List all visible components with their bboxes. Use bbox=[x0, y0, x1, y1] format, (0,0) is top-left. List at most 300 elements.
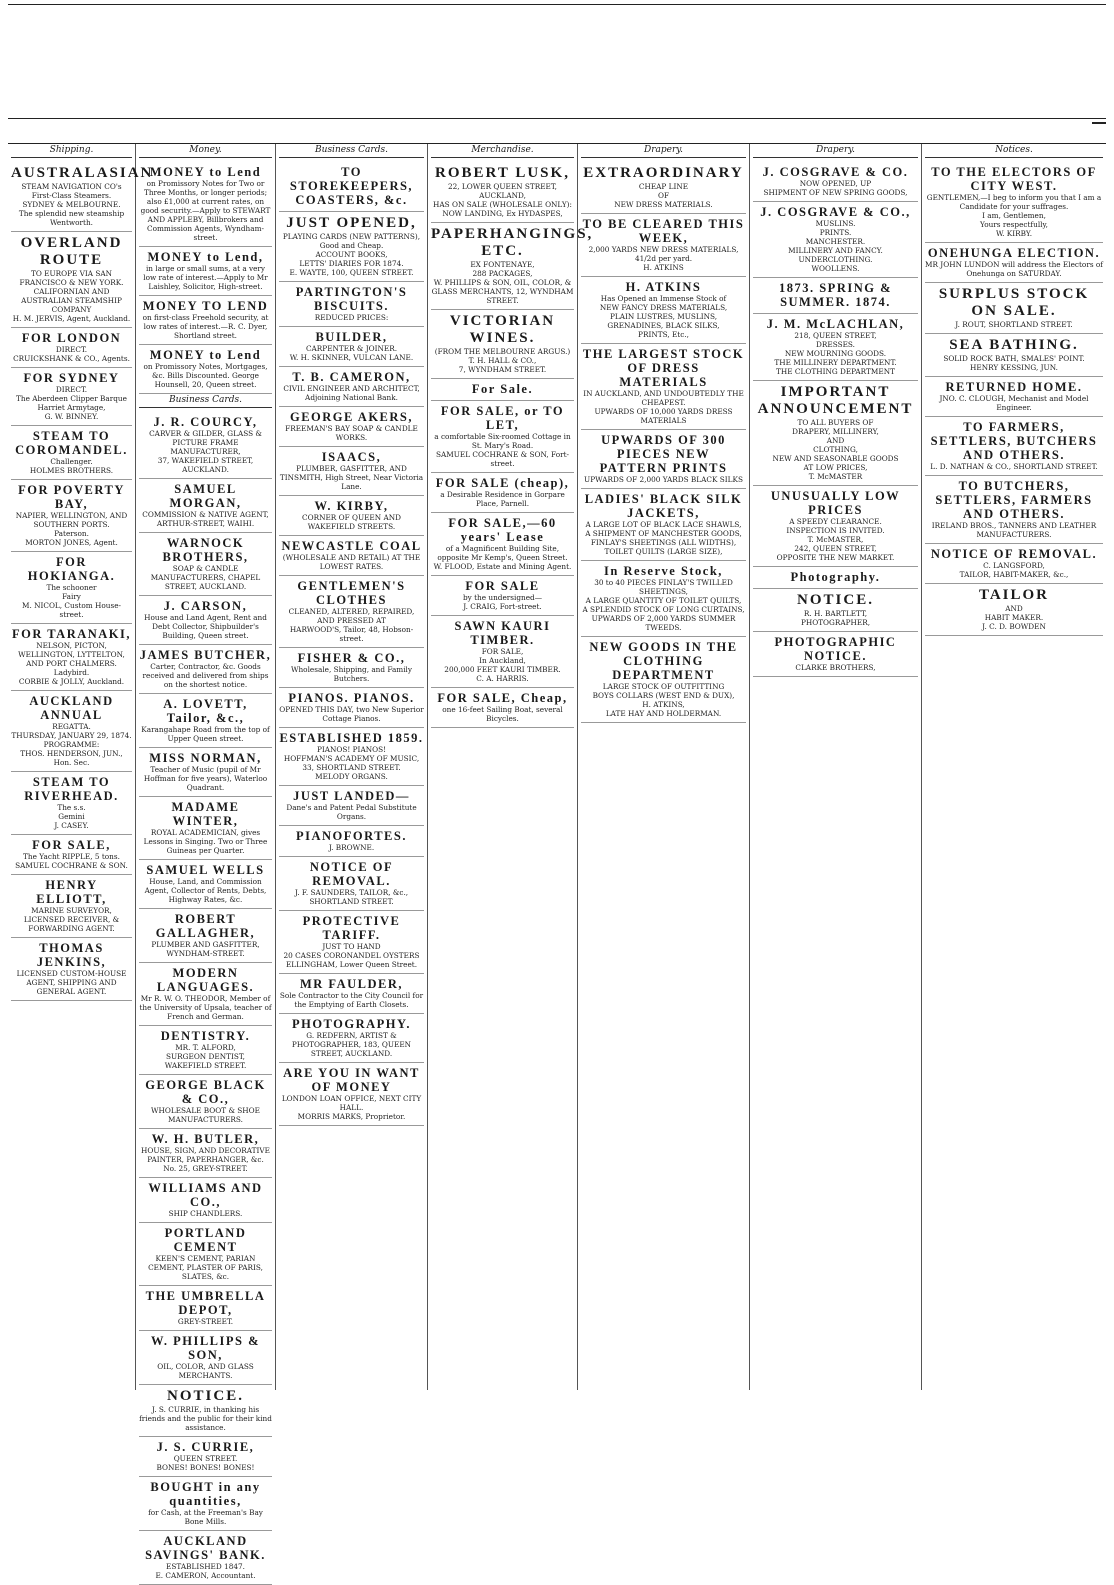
ad-text-line: W. PHILLIPS & SON, OIL, COLOR, & GLASS MERCHANTS, 12, WYNDHAM STREET. bbox=[431, 278, 574, 305]
ad-headline: NOTICE. bbox=[167, 1388, 244, 1404]
ad-headline: AUCKLAND ANNUAL bbox=[29, 694, 114, 722]
ad-headline: HENRY ELLIOTT, bbox=[36, 878, 107, 906]
ad-text-line: H. ATKINS, bbox=[642, 700, 685, 709]
ad-text-line: Challenger. bbox=[50, 457, 93, 466]
advertisement bbox=[925, 243, 1103, 283]
ad-text-line: SHIP CHANDLERS. bbox=[168, 1209, 243, 1218]
advertisement bbox=[139, 909, 272, 963]
ad-text-line: NEW AND SEASONABLE GOODS bbox=[772, 454, 899, 463]
ad-headline: PROTECTIVE TARIFF. bbox=[302, 914, 401, 942]
ad-headline: W. KIRBY, bbox=[314, 499, 389, 513]
dateline bbox=[8, 122, 1106, 140]
ad-text-line: T. McMASTER, bbox=[807, 535, 864, 544]
ad-text-line: TO EUROPE VIA SAN FRANCISCO & NEW YORK. bbox=[19, 269, 124, 287]
ad-text-line: HARWOOD'S, Tailor, 48, Hobson-street. bbox=[289, 625, 414, 643]
ad-headline: THE LARGEST STOCK OF DRESS MATERIALS bbox=[582, 347, 745, 389]
advertisement bbox=[11, 328, 132, 368]
advertisement bbox=[139, 860, 272, 909]
ad-headline: MONEY to Lend bbox=[149, 348, 262, 362]
ad-headline: OVERLAND ROUTE bbox=[20, 235, 123, 268]
ad-text-line: J. ROUT, SHORTLAND STREET. bbox=[955, 320, 1073, 329]
ad-headline: For Sale. bbox=[471, 382, 534, 396]
ad-text-line: IRELAND BROS., TANNERS AND LEATHER MANUFACTURERS. bbox=[931, 521, 1097, 539]
ad-text-line: (WHOLESALE AND RETAIL) AT THE LOWEST RATES. bbox=[282, 553, 421, 571]
ad-headline: EXTRAORDINARY bbox=[583, 165, 744, 181]
ad-text-line: Paterson. bbox=[54, 529, 89, 538]
ad-text-line: 37, WAKEFIELD STREET, AUCKLAND. bbox=[157, 456, 254, 474]
masthead-bottom-rule bbox=[8, 118, 1106, 119]
advertisement bbox=[139, 296, 272, 345]
ad-text-line: Ladybird. bbox=[53, 668, 90, 677]
ad-text-line: R. H. BARTLETT, bbox=[803, 609, 868, 618]
ad-text-line: for Cash, at the Freeman's Bay Bone Mills. bbox=[148, 1508, 263, 1526]
ad-text-line: J. BROWNE. bbox=[328, 843, 375, 852]
advertisement bbox=[581, 561, 746, 637]
advertisement bbox=[139, 479, 272, 533]
ad-text-line: 200,000 FEET KAURI TIMBER. bbox=[444, 665, 561, 674]
advertisement bbox=[11, 480, 132, 552]
ad-headline: WILLIAMS AND CO., bbox=[148, 1181, 263, 1209]
advertisement bbox=[279, 576, 424, 648]
ad-headline: UPWARDS OF 300 PIECES NEW PATTERN PRINTS bbox=[599, 433, 728, 475]
ad-text-line: The splendid new steamship bbox=[18, 209, 125, 218]
advertisement bbox=[279, 786, 424, 826]
ad-text-line: Dane's and Patent Pedal Substitute Organs. bbox=[286, 803, 417, 821]
ad-text-line: J. CASEY. bbox=[54, 821, 89, 830]
ad-text-line: 2,000 YARDS NEW DRESS MATERIALS, 41/2d per yard. bbox=[588, 245, 739, 263]
advertisement bbox=[431, 401, 574, 473]
ad-headline: J. R. COURCY, bbox=[153, 415, 258, 429]
ad-text-line: REDUCED PRICES: bbox=[314, 313, 389, 322]
ad-headline: FISHER & CO., bbox=[297, 651, 406, 665]
ad-headline: ROBERT GALLAGHER, bbox=[155, 912, 256, 940]
advertisement bbox=[139, 412, 272, 479]
ad-headline: PARTINGTON'S BISCUITS. bbox=[295, 285, 408, 313]
advertisement bbox=[279, 826, 424, 857]
ad-headline: GEORGE BLACK & CO., bbox=[145, 1078, 266, 1106]
ad-headline: MODERN LANGUAGES. bbox=[156, 966, 255, 994]
ad-text-line: HAS ON SALE (WHOLESALE ONLY): bbox=[433, 200, 572, 209]
ad-text-line: QUEEN STREET. bbox=[173, 1454, 238, 1463]
advertisement bbox=[581, 637, 746, 723]
column-heading: Shipping. bbox=[11, 144, 132, 158]
ad-text-line: LATE HAY AND HOLDERMAN. bbox=[605, 709, 722, 718]
advertisement bbox=[11, 426, 132, 480]
ad-text-line: PRINTS, Etc., bbox=[638, 330, 689, 339]
ad-text-line: THE MILLINERY DEPARTMENT. bbox=[774, 358, 897, 367]
advertisement bbox=[431, 162, 574, 223]
advertisement bbox=[581, 344, 746, 430]
ad-text-line: THOS. HENDERSON, JUN., Hon. Sec. bbox=[20, 749, 123, 767]
ad-text-line: TAILOR, HABIT-MAKER, &c., bbox=[959, 570, 1069, 579]
ad-text-line: ELLINGHAM, Lower Queen Street. bbox=[285, 960, 418, 969]
advertisement bbox=[11, 875, 132, 938]
ad-text-line: OPENED THIS DAY, two New Superior Cottage Pianos. bbox=[279, 705, 424, 723]
ad-headline: NEW GOODS IN THE CLOTHING DEPARTMENT bbox=[589, 640, 738, 682]
ad-text-line: a Desirable Residence in Gorpare Place, Parnell. bbox=[440, 490, 565, 508]
ad-text-line: LONDON LOAN OFFICE, NEXT CITY HALL. bbox=[281, 1094, 422, 1112]
advertisement bbox=[279, 536, 424, 576]
ad-text-line: A LARGE LOT OF BLACK LACE SHAWLS, bbox=[585, 520, 742, 529]
advertisement bbox=[11, 368, 132, 426]
advertisement bbox=[581, 162, 746, 214]
ad-headline: FOR SALE, or TO LET, bbox=[440, 404, 565, 432]
ad-text-line: House and Land Agent, Rent and Debt Collector, Shipbuilder's Building, Queen street. bbox=[144, 613, 267, 640]
newspaper-page bbox=[8, 143, 1106, 1580]
ad-text-line: STEAM NAVIGATION CO's First-Class Steamers. bbox=[21, 182, 122, 200]
column-5 bbox=[578, 144, 750, 1390]
ad-text-line: CRUICKSHANK & CO., Agents. bbox=[13, 354, 130, 363]
ad-text-line: 242, QUEEN STREET, bbox=[794, 544, 877, 553]
ad-text-line: HENRY KESSING, JUN. bbox=[970, 363, 1058, 372]
ad-headline: FOR TARANAKI, bbox=[11, 627, 132, 641]
advertisement bbox=[431, 223, 594, 310]
ad-text-line: IN AUCKLAND, AND UNDOUBTEDLY THE CHEAPEST. bbox=[583, 389, 744, 407]
ad-text-line: BOYS COLLARS (WEST END & DUX), bbox=[592, 691, 735, 700]
ad-headline: FOR SYDNEY bbox=[23, 371, 120, 385]
column-2 bbox=[136, 144, 276, 1580]
ad-text-line: L. D. NATHAN & CO., SHORTLAND STREET. bbox=[930, 462, 1098, 471]
ad-headline: ROBERT LUSK, bbox=[435, 165, 570, 181]
ad-text-line: CLARKE BROTHERS, bbox=[795, 663, 876, 672]
ad-text-line: No. 25, GREY-STREET. bbox=[163, 1164, 248, 1173]
ad-text-line: J. CRAIG, Fort-street. bbox=[463, 602, 542, 611]
ad-text-line: HABIT MAKER. bbox=[984, 613, 1044, 622]
ad-text-line: PLAYING CARDS (NEW PATTERNS), Good and Cheap. bbox=[282, 232, 421, 250]
ad-text-line: T. McMASTER bbox=[808, 472, 863, 481]
ad-text-line: The schooner bbox=[46, 583, 97, 592]
advertisement bbox=[279, 496, 424, 536]
advertisement bbox=[139, 694, 272, 748]
ad-text-line: AND bbox=[1005, 604, 1023, 613]
ad-text-line: SURGEON DENTIST, bbox=[166, 1052, 245, 1061]
ad-text-line: UPWARDS OF 2,000 YARDS SUMMER TWEEDS. bbox=[591, 614, 736, 632]
ad-text-line: BONES! BONES! BONES! bbox=[156, 1463, 255, 1472]
ad-headline: RETURNED HOME. bbox=[945, 380, 1083, 394]
ad-headline: VICTORIAN WINES. bbox=[449, 313, 556, 346]
ad-text-line: W. KIRBY. bbox=[995, 229, 1033, 238]
ad-text-line: of a Magnificent Building Site, opposite Mr Kemp's, Queen Street. bbox=[437, 544, 568, 562]
advertisement bbox=[753, 567, 918, 589]
ad-text-line: The Aberdeen Clipper Barque bbox=[16, 394, 127, 403]
ad-headline: AUCKLAND SAVINGS' BANK. bbox=[145, 1534, 266, 1562]
ad-text-line: UNDERCLOTHING. bbox=[798, 255, 873, 264]
advertisement bbox=[581, 214, 746, 277]
ad-headline: SAMUEL WELLS bbox=[146, 863, 265, 877]
ad-text-line: NAPIER, WELLINGTON, AND SOUTHERN PORTS. bbox=[15, 511, 128, 529]
ad-headline: PHOTOGRAPHY. bbox=[291, 1017, 412, 1031]
ad-text-line: EX FONTENAYE, bbox=[470, 260, 535, 269]
ad-text-line: NOW LANDING, Ex HYDASPES, bbox=[442, 209, 563, 218]
advertisement bbox=[753, 202, 918, 278]
ad-headline: J. S. CURRIE, bbox=[156, 1440, 255, 1454]
ad-text-line: HOFFMAN'S ACADEMY OF MUSIC, 33, SHORTLAND STREET. bbox=[283, 754, 420, 772]
advertisement bbox=[753, 314, 918, 381]
ad-text-line: JNO. C. CLOUGH, Mechanist and Model Engineer. bbox=[939, 394, 1089, 412]
advertisement bbox=[139, 1026, 272, 1075]
advertisement bbox=[279, 1014, 424, 1063]
ad-text-line: REGATTA. bbox=[52, 722, 91, 731]
ad-text-line: LICENSED CUSTOM-HOUSE AGENT, SHIPPING AND GENERAL AGENT. bbox=[16, 969, 127, 996]
advertisement bbox=[11, 162, 154, 232]
advertisement bbox=[11, 624, 132, 691]
ad-headline: SAMUEL MORGAN, bbox=[169, 482, 242, 510]
advertisement bbox=[139, 963, 272, 1026]
ad-text-line: DRESSES. bbox=[816, 340, 855, 349]
ad-text-line: FREEMAN'S BAY SOAP & CANDLE WORKS. bbox=[285, 424, 418, 442]
advertisement bbox=[431, 513, 574, 576]
advertisement bbox=[139, 1129, 272, 1178]
ad-text-line: Sole Contractor to the City Council for the Emptying of Earth Closets. bbox=[279, 991, 424, 1009]
ad-text-line: KEEN'S CEMENT, PARIAN CEMENT, PLASTER OF PARIS, SLATES, &c. bbox=[148, 1254, 263, 1281]
advertisement bbox=[279, 282, 424, 327]
ad-headline: ESTABLISHED 1859. bbox=[279, 731, 424, 745]
ad-text-line: COMMISSION & NATIVE AGENT, ARTHUR-STREET, WAIHI. bbox=[142, 510, 269, 528]
ad-headline: STEAM TO COROMANDEL. bbox=[15, 429, 128, 457]
column-heading: Money. bbox=[139, 144, 272, 158]
advertisement bbox=[925, 476, 1103, 544]
ad-headline: ARE YOU IN WANT OF MONEY bbox=[283, 1066, 420, 1094]
column-heading: Merchandise. bbox=[431, 144, 574, 158]
advertisement bbox=[139, 1331, 272, 1385]
ad-text-line: Teacher of Music (pupil of Mr Hoffman for five years), Waterloo Quadrant. bbox=[143, 765, 268, 792]
column-heading: Notices. bbox=[925, 144, 1103, 158]
ad-text-line: 7, WYNDHAM STREET. bbox=[458, 365, 547, 374]
ad-text-line: SAMUEL COCHRANE & SON. bbox=[15, 861, 128, 870]
masthead bbox=[0, 0, 1114, 120]
ad-text-line: WOOLLENS. bbox=[811, 264, 860, 273]
advertisement bbox=[753, 381, 918, 486]
ad-headline: MISS NORMAN, bbox=[149, 751, 262, 765]
advertisement bbox=[279, 407, 424, 447]
ad-headline: NOTICE. bbox=[797, 592, 874, 608]
ad-text-line: G. W. BINNEY. bbox=[44, 412, 99, 421]
advertisement bbox=[279, 857, 424, 911]
advertisement bbox=[581, 430, 746, 489]
advertisement bbox=[279, 688, 424, 728]
ad-headline: FOR SALE bbox=[465, 579, 540, 593]
ad-text-line: TO ALL BUYERS OF bbox=[797, 418, 874, 427]
ad-text-line: in large or small sums, at a very low rate of interest.—Apply to Mr Laishley, Solicitor, High-street. bbox=[143, 264, 268, 291]
advertisement bbox=[925, 544, 1103, 584]
ad-headline: J. COSGRAVE & CO. bbox=[762, 165, 909, 179]
ad-text-line: Gemini bbox=[58, 812, 85, 821]
ad-text-line: NEW FANCY DRESS MATERIALS, bbox=[599, 303, 728, 312]
advertisement bbox=[11, 835, 132, 875]
ad-text-line: SYDNEY & MELBOURNE. bbox=[22, 200, 121, 209]
advertisement bbox=[753, 278, 918, 314]
advertisement bbox=[279, 648, 424, 688]
ad-text-line: Fairy bbox=[62, 592, 81, 601]
advertisement bbox=[139, 533, 272, 596]
ad-text-line: OIL, COLOR, AND GLASS MERCHANTS. bbox=[157, 1362, 254, 1380]
advertisement bbox=[279, 327, 424, 367]
advertisement bbox=[279, 911, 424, 974]
ad-headline: PORTLAND CEMENT bbox=[164, 1226, 247, 1254]
ad-headline: TO FARMERS, SETTLERS, BUTCHERS AND OTHERS. bbox=[930, 420, 1098, 462]
advertisement bbox=[139, 645, 272, 694]
advertisement bbox=[11, 552, 132, 624]
ad-text-line: MUSLINS. bbox=[815, 219, 856, 228]
column-heading: Drapery. bbox=[581, 144, 746, 158]
ad-text-line: UPWARDS OF 10,000 YARDS DRESS MATERIALS bbox=[594, 407, 733, 425]
ad-text-line: H. M. JERVIS, Agent, Auckland. bbox=[12, 314, 131, 323]
ad-text-line: ACCOUNT BOOKS, bbox=[315, 250, 388, 259]
ad-text-line: OPPOSITE THE NEW MARKET. bbox=[776, 553, 895, 562]
ad-text-line: PRINTS. bbox=[819, 228, 852, 237]
advertisement bbox=[279, 447, 424, 496]
ad-text-line: INSPECTION IS INVITED. bbox=[786, 526, 885, 535]
advertisement bbox=[139, 1531, 272, 1585]
ad-headline: FOR HOKIANGA. bbox=[27, 555, 116, 583]
ad-headline: SAWN KAURI TIMBER. bbox=[454, 619, 551, 647]
column-6 bbox=[750, 144, 922, 1390]
ad-text-line: ESTABLISHED 1847. bbox=[166, 1562, 245, 1571]
ad-text-line: W. H. SKINNER, VULCAN LANE. bbox=[289, 353, 414, 362]
advertisement bbox=[279, 162, 424, 212]
ad-headline: TO BUTCHERS, SETTLERS, FARMERS AND OTHERS. bbox=[935, 479, 1093, 521]
advertisement bbox=[11, 938, 132, 1001]
advertisement bbox=[753, 589, 918, 632]
ad-text-line: PROGRAMME: bbox=[43, 740, 100, 749]
advertisement bbox=[581, 489, 746, 561]
advertisement bbox=[139, 1385, 272, 1437]
ad-text-line: OF bbox=[657, 191, 670, 200]
advertisement bbox=[11, 691, 132, 772]
ad-text-line: PLAIN LUSTRES, MUSLINS, bbox=[609, 312, 718, 321]
ad-text-line: C. A. HARRIS. bbox=[476, 674, 529, 683]
ad-text-line: I am, Gentlemen, bbox=[982, 211, 1046, 220]
ad-text-line: MR JOHN LUNDON will address the Electors of Onehunga on SATURDAY. bbox=[925, 260, 1103, 278]
ad-text-line: SHIPMENT OF NEW SPRING GOODS, bbox=[763, 188, 908, 197]
ad-headline: LADIES' BLACK SILK JACKETS, bbox=[584, 492, 743, 520]
advertisement bbox=[753, 486, 918, 567]
ad-text-line: A SHIPMENT OF MANCHESTER GOODS, bbox=[585, 529, 742, 538]
ad-text-line: CORNER OF QUEEN AND WAKEFIELD STREETS. bbox=[302, 513, 401, 531]
ad-text-line: HOUSE, SIGN, AND DECORATIVE PAINTER, PAPERHANGER, &c. bbox=[140, 1146, 270, 1164]
ad-text-line: WAKEFIELD STREET. bbox=[164, 1061, 247, 1070]
ad-text-line: PLUMBER AND GASFITTER, WYNDHAM-STREET. bbox=[151, 940, 260, 958]
ad-text-line: CARPENTER & JOINER. bbox=[305, 344, 398, 353]
ad-text-line: LETTS' DIARIES FOR 1874. bbox=[299, 259, 404, 268]
ad-headline: MONEY to Lend bbox=[149, 165, 262, 179]
ad-headline: PHOTOGRAPHIC NOTICE. bbox=[774, 635, 897, 663]
ad-text-line: E. CAMERON, Accountant. bbox=[155, 1571, 256, 1580]
ad-text-line: E. WAYTE, 100, QUEEN STREET. bbox=[289, 268, 414, 277]
ad-headline: THE UMBRELLA DEPOT, bbox=[145, 1289, 266, 1317]
ad-text-line: The s.s. bbox=[57, 803, 86, 812]
ad-text-line: Wentworth. bbox=[50, 218, 93, 227]
ad-text-line: The Yacht RIPPLE, 5 tons. bbox=[23, 852, 120, 861]
ad-text-line: MR. T. ALFORD, bbox=[175, 1043, 236, 1052]
ad-headline: FOR SALE, bbox=[32, 838, 111, 852]
ad-text-line: A SPEEDY CLEARANCE. bbox=[789, 517, 882, 526]
advertisement bbox=[925, 162, 1103, 243]
ad-text-line: THE CLOTHING DEPARTMENT bbox=[776, 367, 895, 376]
ad-text-line: ROYAL ACADEMICIAN, gives Lessons in Singing. Two or Three Guineas per Quarter. bbox=[143, 828, 268, 855]
ad-text-line: by the undersigned— bbox=[463, 593, 542, 602]
ad-text-line: GRENADINES, BLACK SILKS, bbox=[607, 321, 720, 330]
ad-text-line: M. NICOL, Custom House-street. bbox=[21, 601, 121, 619]
ad-text-line: Carter, Contractor, &c. Goods received and delivered from ships on the shortest notice. bbox=[142, 662, 269, 689]
advertisement bbox=[279, 974, 424, 1014]
column-1 bbox=[8, 144, 154, 1390]
advertisement bbox=[925, 417, 1103, 476]
ad-text-line: LARGE STOCK OF OUTFITTING bbox=[602, 682, 725, 691]
advertisement bbox=[431, 616, 574, 688]
ad-headline: FOR SALE, Cheap, bbox=[437, 691, 568, 705]
column-7 bbox=[922, 144, 1106, 1390]
ad-headline: NEWCASTLE COAL bbox=[281, 539, 422, 553]
ad-headline: J. M. McLACHLAN, bbox=[766, 317, 905, 331]
ad-text-line: MELODY ORGANS. bbox=[315, 772, 388, 781]
ad-text-line: T. H. HALL & CO., bbox=[468, 356, 537, 365]
ad-text-line: CORBIE & JOLLY, Auckland. bbox=[18, 677, 125, 686]
ad-text-line: FOR SALE, bbox=[481, 647, 524, 656]
ad-text-line: DIRECT. bbox=[55, 345, 88, 354]
ad-text-line: PIANOS! PIANOS! bbox=[316, 745, 387, 754]
advertisement bbox=[139, 596, 272, 645]
ad-text-line: J. S. CURRIE, in thanking his friends and the public for their kind assistance. bbox=[139, 1405, 272, 1432]
ad-text-line: MORRIS MARKS, Proprietor. bbox=[297, 1112, 406, 1121]
masthead-top-rule bbox=[8, 4, 1106, 5]
advertisement bbox=[431, 473, 574, 513]
ad-headline: MADAME WINTER, bbox=[171, 800, 240, 828]
advertisement bbox=[431, 310, 574, 379]
ad-headline: PIANOS. PIANOS. bbox=[288, 691, 415, 705]
advertisement bbox=[139, 1286, 272, 1331]
column-heading: Business Cards. bbox=[139, 394, 272, 408]
ad-text-line: CIVIL ENGINEER AND ARCHITECT, Adjoining National Bank. bbox=[283, 384, 420, 402]
ad-text-line: MARINE SURVEYOR, LICENSED RECEIVER, & FORWARDING AGENT. bbox=[23, 906, 120, 933]
ad-text-line: NEW DRESS MATERIALS. bbox=[614, 200, 713, 209]
ad-text-line: 30 to 40 PIECES FINLAY'S TWILLED SHEETINGS, bbox=[594, 578, 733, 596]
ad-headline: FOR LONDON bbox=[21, 331, 122, 345]
ad-text-line: H. ATKINS bbox=[643, 263, 684, 272]
ad-text-line: HOLMES BROTHERS. bbox=[29, 466, 114, 475]
ad-text-line: Karangahape Road from the top of Upper Queen street. bbox=[141, 725, 270, 743]
ad-headline: THOMAS JENKINS, bbox=[36, 941, 107, 969]
ad-text-line: GREY-STREET. bbox=[177, 1317, 234, 1326]
column-heading: Drapery. bbox=[753, 144, 918, 158]
ad-text-line: J. C. D. BOWDEN bbox=[982, 622, 1046, 631]
ad-text-line: Wholesale, Shipping, and Family Butchers. bbox=[290, 665, 412, 683]
ad-text-line: SOAP & CANDLE MANUFACTURERS, CHAPEL STREET, AUCKLAND. bbox=[150, 564, 261, 591]
ad-text-line: 218, QUEEN STREET, bbox=[794, 331, 877, 340]
ad-text-line: Mr R. W. O. THEODOR, Member of the University of Upsala, teacher of French and German. bbox=[139, 994, 272, 1021]
advertisement bbox=[925, 334, 1103, 377]
ad-text-line: PLUMBER, GASFITTER, AND TINSMITH, High Street, Near Victoria Lane. bbox=[279, 464, 424, 491]
ad-headline: TO THE ELECTORS OF CITY WEST. bbox=[931, 165, 1097, 193]
advertisement bbox=[925, 377, 1103, 417]
price-box bbox=[1092, 122, 1106, 124]
ad-headline: JUST LANDED— bbox=[293, 789, 410, 803]
ad-headline: TO STOREKEEPERS, COASTERS, &c. bbox=[289, 165, 414, 207]
ad-headline: FOR SALE,—60 years' Lease bbox=[448, 516, 557, 544]
ad-text-line: House, Land, and Commission Agent, Collector of Rents, Debts, Highway Rates, &c. bbox=[144, 877, 267, 904]
ad-headline: TAILOR bbox=[978, 587, 1050, 603]
ad-text-line: NELSON, PICTON, WELLINGTON, LYTTELTON, AND PORT CHALMERS. bbox=[18, 641, 125, 668]
ad-headline: BUILDER, bbox=[315, 330, 388, 344]
column-3 bbox=[276, 144, 428, 1390]
ad-headline: H. ATKINS bbox=[625, 280, 702, 294]
ad-headline: PAPERHANGINGS, ETC. bbox=[431, 226, 594, 259]
ad-text-line: (FROM THE MELBOURNE ARGUS.) bbox=[434, 347, 571, 356]
ad-text-line: SAMUEL COCHRANE & SON, Fort-street. bbox=[436, 450, 569, 468]
ad-text-line: NOW OPENED, UP bbox=[799, 179, 872, 188]
advertisement bbox=[139, 1075, 272, 1129]
ad-text-line: TOILET QUILTS (LARGE SIZE), bbox=[604, 547, 723, 556]
